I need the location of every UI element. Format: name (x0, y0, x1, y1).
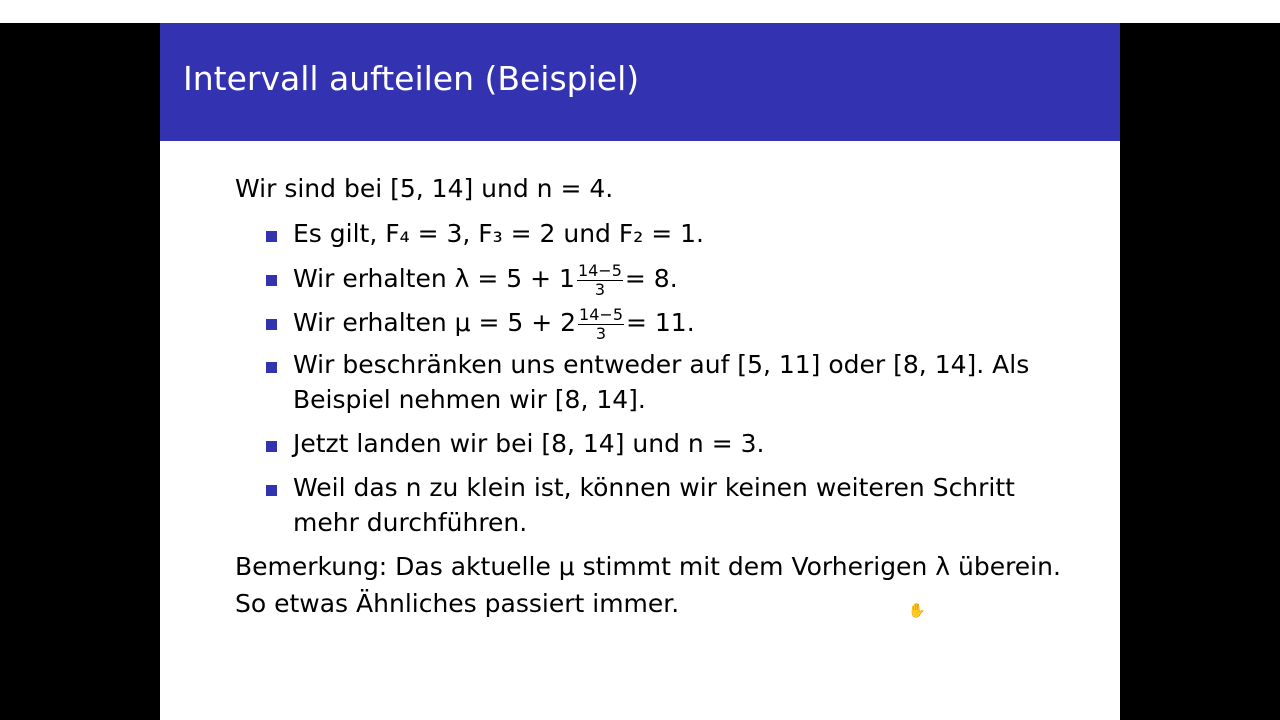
bullet-item-4-line-1: Wir beschränken uns entweder auf [5, 11] oder [8, 14]. Als (293, 350, 1030, 379)
bullet-marker (266, 231, 277, 242)
remark-line-2: So etwas Ähnliches passiert immer. (235, 589, 680, 618)
bullet-marker (266, 319, 277, 330)
remark-line-1: Bemerkung: Das aktuelle μ stimmt mit dem Vorherigen λ überein. (235, 552, 1061, 581)
bullet-marker (266, 485, 277, 496)
bullet-marker (266, 441, 277, 452)
hand-pointer-icon: ✋ (908, 603, 926, 619)
fraction-denominator: 3 (594, 280, 605, 299)
top-white-strip (0, 0, 1280, 23)
fraction-numerator: 14−5 (579, 305, 623, 324)
bullet-3-prefix: Wir erhalten μ = 5 + 2 (293, 308, 577, 337)
bullet-item-6-line-2: mehr durchführen. (293, 508, 528, 537)
bullet-marker (266, 275, 277, 286)
bullet-3-suffix: = 11. (626, 308, 695, 337)
presentation-slide (160, 23, 1120, 720)
slide-title: Intervall aufteilen (Beispiel) (183, 59, 640, 98)
bullet-item-5: Jetzt landen wir bei [8, 14] und n = 3. (293, 429, 765, 458)
bullet-2-suffix: = 8. (624, 264, 678, 293)
bullet-item-4-line-2: Beispiel nehmen wir [8, 14]. (293, 385, 646, 414)
fraction (578, 307, 624, 342)
fraction (577, 263, 623, 298)
bullet-2-prefix: Wir erhalten λ = 5 + 1 (293, 264, 575, 293)
bullet-marker (266, 362, 277, 373)
intro-line: Wir sind bei [5, 14] und n = 4. (235, 174, 614, 203)
bullet-item-2 (293, 263, 678, 298)
bullet-item-6-line-1: Weil das n zu klein ist, können wir keinen weiteren Schritt (293, 473, 1015, 502)
bullet-item-1: Es gilt, F₄ = 3, F₃ = 2 und F₂ = 1. (293, 219, 704, 248)
fraction-denominator: 3 (595, 324, 607, 343)
bullet-item-3 (293, 307, 695, 342)
slide-content (160, 23, 1120, 720)
fraction-numerator: 14−5 (577, 261, 622, 280)
